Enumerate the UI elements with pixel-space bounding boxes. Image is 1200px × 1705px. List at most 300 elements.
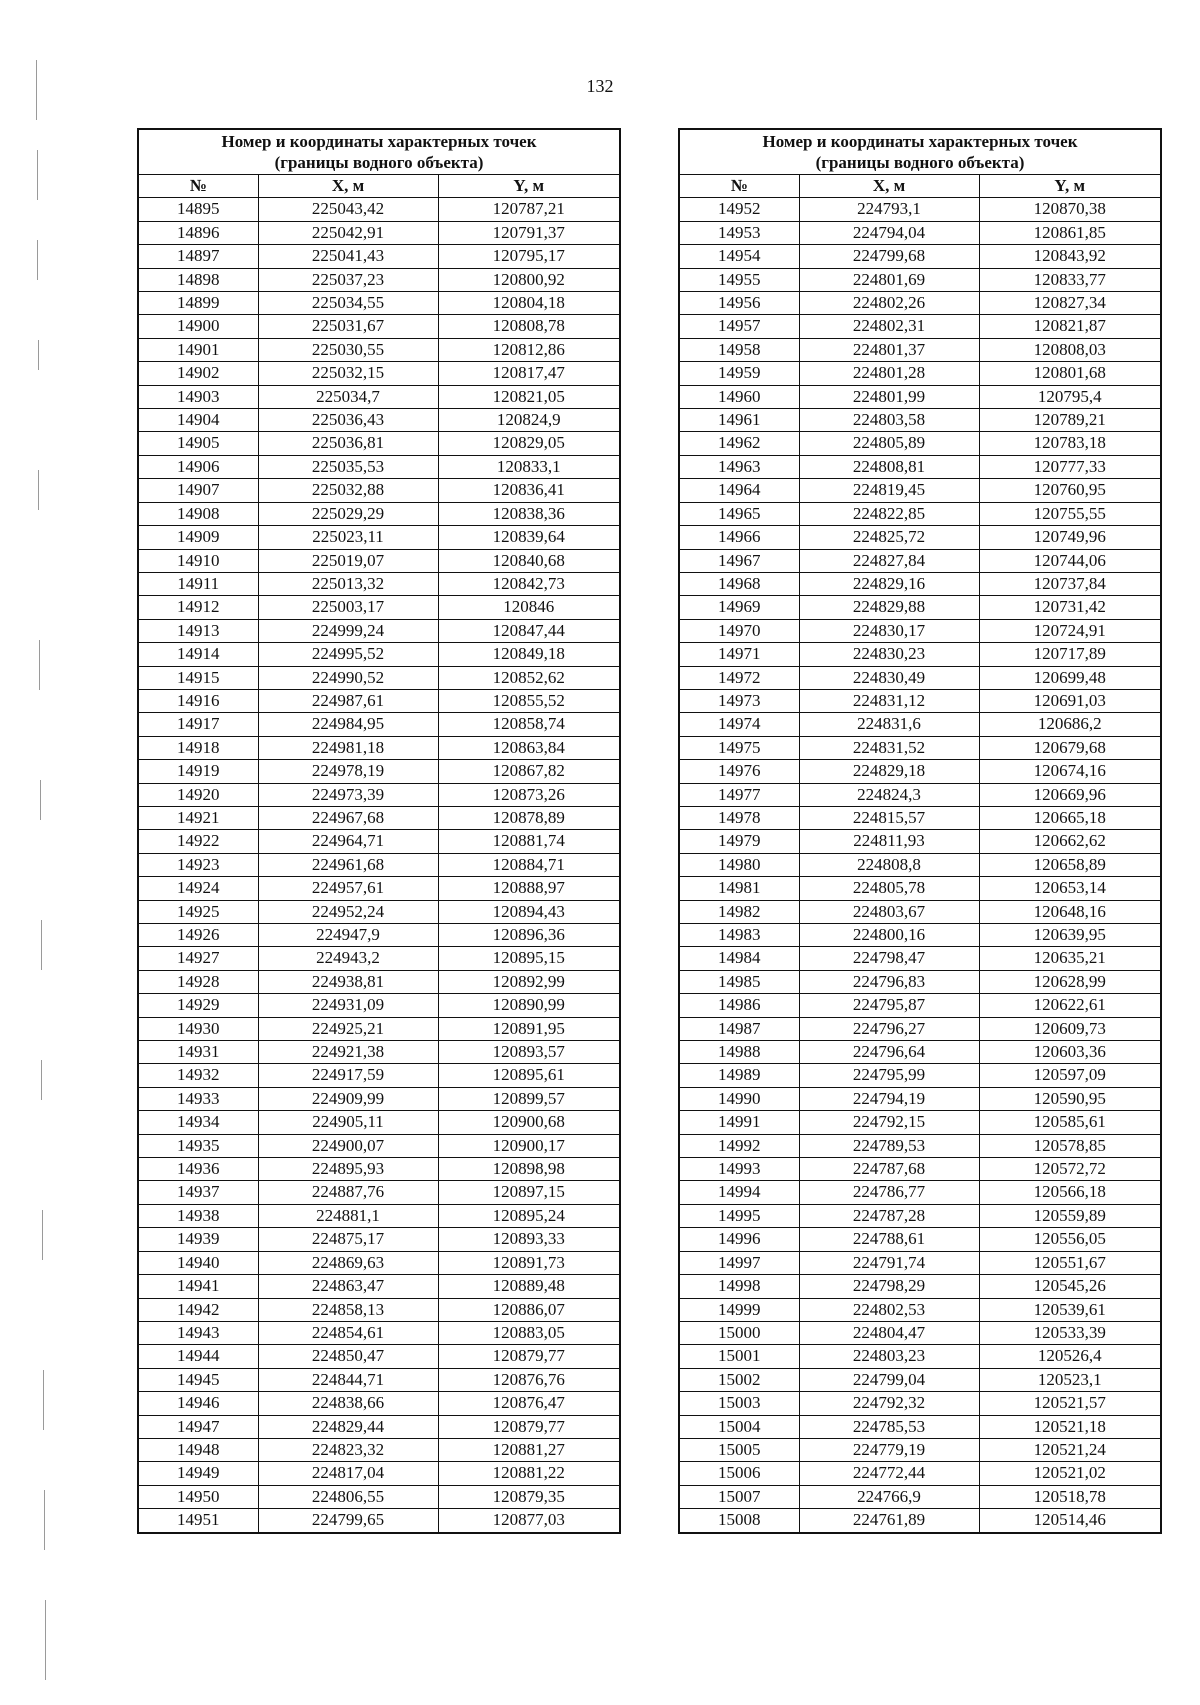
x-coordinate-cell: 225019,07 bbox=[258, 549, 438, 572]
y-coordinate-cell: 120665,18 bbox=[979, 806, 1161, 829]
point-number-cell: 14991 bbox=[679, 1111, 799, 1134]
y-coordinate-cell: 120896,36 bbox=[438, 924, 620, 947]
table-row bbox=[679, 1298, 1161, 1321]
x-coordinate-cell: 224801,37 bbox=[799, 338, 979, 361]
y-coordinate-cell: 120622,61 bbox=[979, 994, 1161, 1017]
point-number-cell: 14968 bbox=[679, 572, 799, 595]
table-row bbox=[138, 806, 620, 829]
point-number-cell: 14904 bbox=[138, 409, 258, 432]
table-row bbox=[138, 1064, 620, 1087]
x-coordinate-cell: 224900,07 bbox=[258, 1134, 438, 1157]
point-number-cell: 14979 bbox=[679, 830, 799, 853]
scan-edge-line bbox=[37, 240, 38, 280]
y-coordinate-cell: 120895,24 bbox=[438, 1204, 620, 1227]
table-row bbox=[138, 1462, 620, 1485]
point-number-cell: 14943 bbox=[138, 1321, 258, 1344]
point-number-cell: 14960 bbox=[679, 385, 799, 408]
x-coordinate-cell: 224799,68 bbox=[799, 245, 979, 268]
table-row bbox=[679, 1017, 1161, 1040]
x-coordinate-cell: 225041,43 bbox=[258, 245, 438, 268]
x-coordinate-cell: 224808,8 bbox=[799, 853, 979, 876]
point-number-cell: 15000 bbox=[679, 1321, 799, 1344]
point-number-cell: 14989 bbox=[679, 1064, 799, 1087]
x-coordinate-cell: 224796,83 bbox=[799, 970, 979, 993]
table-row bbox=[679, 806, 1161, 829]
table-row bbox=[679, 1228, 1161, 1251]
table-row bbox=[138, 502, 620, 525]
table-row bbox=[679, 713, 1161, 736]
point-number-cell: 14912 bbox=[138, 596, 258, 619]
point-number-cell: 14983 bbox=[679, 924, 799, 947]
scan-edge-line bbox=[45, 1600, 46, 1680]
x-coordinate-cell: 224802,31 bbox=[799, 315, 979, 338]
y-coordinate-cell: 120679,68 bbox=[979, 736, 1161, 759]
table-row bbox=[679, 877, 1161, 900]
x-coordinate-cell: 225042,91 bbox=[258, 221, 438, 244]
table-row bbox=[679, 1111, 1161, 1134]
point-number-cell: 14949 bbox=[138, 1462, 258, 1485]
table-row bbox=[138, 1158, 620, 1181]
point-number-cell: 14939 bbox=[138, 1228, 258, 1251]
table-row bbox=[679, 900, 1161, 923]
point-number-cell: 14947 bbox=[138, 1415, 258, 1438]
x-coordinate-cell: 224819,45 bbox=[799, 479, 979, 502]
scan-edge-line bbox=[38, 340, 39, 370]
y-coordinate-cell: 120572,72 bbox=[979, 1158, 1161, 1181]
x-coordinate-cell: 224815,57 bbox=[799, 806, 979, 829]
column-header-x: X, м bbox=[799, 175, 979, 198]
point-number-cell: 14975 bbox=[679, 736, 799, 759]
point-number-cell: 14956 bbox=[679, 292, 799, 315]
y-coordinate-cell: 120824,9 bbox=[438, 409, 620, 432]
y-coordinate-cell: 120873,26 bbox=[438, 783, 620, 806]
table-row bbox=[138, 1041, 620, 1064]
x-coordinate-cell: 224808,81 bbox=[799, 455, 979, 478]
table-row bbox=[138, 596, 620, 619]
table-row bbox=[679, 924, 1161, 947]
table-row bbox=[138, 1345, 620, 1368]
point-number-cell: 14900 bbox=[138, 315, 258, 338]
table-row bbox=[138, 1251, 620, 1274]
y-coordinate-cell: 120755,55 bbox=[979, 502, 1161, 525]
point-number-cell: 14897 bbox=[138, 245, 258, 268]
table-row bbox=[138, 1509, 620, 1533]
table-row bbox=[679, 409, 1161, 432]
y-coordinate-cell: 120888,97 bbox=[438, 877, 620, 900]
point-number-cell: 14965 bbox=[679, 502, 799, 525]
y-coordinate-cell: 120833,1 bbox=[438, 455, 620, 478]
x-coordinate-cell: 224990,52 bbox=[258, 666, 438, 689]
table-title-line1: Номер и координаты характерных точек bbox=[221, 132, 537, 151]
y-coordinate-cell: 120892,99 bbox=[438, 970, 620, 993]
x-coordinate-cell: 224796,27 bbox=[799, 1017, 979, 1040]
table-row bbox=[138, 479, 620, 502]
point-number-cell: 14977 bbox=[679, 783, 799, 806]
point-number-cell: 14961 bbox=[679, 409, 799, 432]
x-coordinate-cell: 224772,44 bbox=[799, 1462, 979, 1485]
x-coordinate-cell: 224802,53 bbox=[799, 1298, 979, 1321]
y-coordinate-cell: 120724,91 bbox=[979, 619, 1161, 642]
point-number-cell: 14998 bbox=[679, 1275, 799, 1298]
point-number-cell: 14913 bbox=[138, 619, 258, 642]
table-row bbox=[138, 666, 620, 689]
y-coordinate-cell: 120804,18 bbox=[438, 292, 620, 315]
x-coordinate-cell: 225034,55 bbox=[258, 292, 438, 315]
table-row bbox=[679, 689, 1161, 712]
x-coordinate-cell: 224831,12 bbox=[799, 689, 979, 712]
table-row bbox=[138, 900, 620, 923]
y-coordinate-cell: 120863,84 bbox=[438, 736, 620, 759]
table-row bbox=[138, 1298, 620, 1321]
point-number-cell: 14906 bbox=[138, 455, 258, 478]
point-number-cell: 14999 bbox=[679, 1298, 799, 1321]
point-number-cell: 15008 bbox=[679, 1509, 799, 1533]
y-coordinate-cell: 120578,85 bbox=[979, 1134, 1161, 1157]
point-number-cell: 14994 bbox=[679, 1181, 799, 1204]
point-number-cell: 14955 bbox=[679, 268, 799, 291]
x-coordinate-cell: 224921,38 bbox=[258, 1041, 438, 1064]
table-row bbox=[679, 783, 1161, 806]
x-coordinate-cell: 224830,49 bbox=[799, 666, 979, 689]
table-row bbox=[138, 689, 620, 712]
point-number-cell: 14915 bbox=[138, 666, 258, 689]
point-number-cell: 15007 bbox=[679, 1485, 799, 1508]
y-coordinate-cell: 120808,78 bbox=[438, 315, 620, 338]
x-coordinate-cell: 224869,63 bbox=[258, 1251, 438, 1274]
scan-edge-line bbox=[37, 150, 38, 200]
table-row bbox=[679, 268, 1161, 291]
y-coordinate-cell: 120662,62 bbox=[979, 830, 1161, 853]
x-coordinate-cell: 224792,32 bbox=[799, 1392, 979, 1415]
table-title-line2: (границы водного объекта) bbox=[274, 153, 484, 172]
x-coordinate-cell: 224987,61 bbox=[258, 689, 438, 712]
point-number-cell: 14946 bbox=[138, 1392, 258, 1415]
y-coordinate-cell: 120883,05 bbox=[438, 1321, 620, 1344]
point-number-cell: 14903 bbox=[138, 385, 258, 408]
x-coordinate-cell: 224917,59 bbox=[258, 1064, 438, 1087]
x-coordinate-cell: 224787,28 bbox=[799, 1204, 979, 1227]
y-coordinate-cell: 120523,1 bbox=[979, 1368, 1161, 1391]
table-row bbox=[138, 643, 620, 666]
y-coordinate-cell: 120876,47 bbox=[438, 1392, 620, 1415]
point-number-cell: 15006 bbox=[679, 1462, 799, 1485]
point-number-cell: 14996 bbox=[679, 1228, 799, 1251]
y-coordinate-cell: 120894,43 bbox=[438, 900, 620, 923]
x-coordinate-cell: 224787,68 bbox=[799, 1158, 979, 1181]
y-coordinate-cell: 120881,22 bbox=[438, 1462, 620, 1485]
x-coordinate-cell: 224798,47 bbox=[799, 947, 979, 970]
x-coordinate-cell: 224887,76 bbox=[258, 1181, 438, 1204]
x-coordinate-cell: 224905,11 bbox=[258, 1111, 438, 1134]
point-number-cell: 14905 bbox=[138, 432, 258, 455]
y-coordinate-cell: 120603,36 bbox=[979, 1041, 1161, 1064]
x-coordinate-cell: 225037,23 bbox=[258, 268, 438, 291]
table-row bbox=[679, 1041, 1161, 1064]
x-coordinate-cell: 224830,17 bbox=[799, 619, 979, 642]
x-coordinate-cell: 224789,53 bbox=[799, 1134, 979, 1157]
table-row bbox=[138, 1392, 620, 1415]
coordinates-table-right bbox=[678, 128, 1160, 1534]
x-coordinate-cell: 224799,65 bbox=[258, 1509, 438, 1533]
x-coordinate-cell: 224831,6 bbox=[799, 713, 979, 736]
x-coordinate-cell: 224999,24 bbox=[258, 619, 438, 642]
y-coordinate-cell: 120521,24 bbox=[979, 1438, 1161, 1461]
x-coordinate-cell: 224795,99 bbox=[799, 1064, 979, 1087]
x-coordinate-cell: 224803,58 bbox=[799, 409, 979, 432]
table-row bbox=[679, 1485, 1161, 1508]
x-coordinate-cell: 225043,42 bbox=[258, 198, 438, 221]
point-number-cell: 14910 bbox=[138, 549, 258, 572]
y-coordinate-cell: 120870,38 bbox=[979, 198, 1161, 221]
x-coordinate-cell: 225032,15 bbox=[258, 362, 438, 385]
table-row bbox=[138, 830, 620, 853]
y-coordinate-cell: 120585,61 bbox=[979, 1111, 1161, 1134]
point-number-cell: 14992 bbox=[679, 1134, 799, 1157]
x-coordinate-cell: 225023,11 bbox=[258, 526, 438, 549]
y-coordinate-cell: 120838,36 bbox=[438, 502, 620, 525]
table-body bbox=[679, 198, 1161, 1533]
table-row bbox=[138, 1485, 620, 1508]
y-coordinate-cell: 120886,07 bbox=[438, 1298, 620, 1321]
point-number-cell: 14926 bbox=[138, 924, 258, 947]
scan-edge-line bbox=[43, 1370, 44, 1430]
y-coordinate-cell: 120833,77 bbox=[979, 268, 1161, 291]
y-coordinate-cell: 120847,44 bbox=[438, 619, 620, 642]
table-row bbox=[679, 1345, 1161, 1368]
point-number-cell: 14951 bbox=[138, 1509, 258, 1533]
table-row bbox=[679, 432, 1161, 455]
table-row bbox=[679, 221, 1161, 244]
x-coordinate-cell: 225003,17 bbox=[258, 596, 438, 619]
table-row bbox=[679, 994, 1161, 1017]
x-coordinate-cell: 224803,23 bbox=[799, 1345, 979, 1368]
y-coordinate-cell: 120545,26 bbox=[979, 1275, 1161, 1298]
point-number-cell: 14930 bbox=[138, 1017, 258, 1040]
y-coordinate-cell: 120686,2 bbox=[979, 713, 1161, 736]
y-coordinate-cell: 120551,67 bbox=[979, 1251, 1161, 1274]
column-header-y: Y, м bbox=[438, 175, 620, 198]
point-number-cell: 14953 bbox=[679, 221, 799, 244]
table-row bbox=[679, 1275, 1161, 1298]
point-number-cell: 14952 bbox=[679, 198, 799, 221]
x-coordinate-cell: 224801,69 bbox=[799, 268, 979, 291]
y-coordinate-cell: 120699,48 bbox=[979, 666, 1161, 689]
y-coordinate-cell: 120881,27 bbox=[438, 1438, 620, 1461]
point-number-cell: 14963 bbox=[679, 455, 799, 478]
x-coordinate-cell: 224803,67 bbox=[799, 900, 979, 923]
table-row bbox=[138, 385, 620, 408]
table-row bbox=[679, 1064, 1161, 1087]
point-number-cell: 14927 bbox=[138, 947, 258, 970]
y-coordinate-cell: 120884,71 bbox=[438, 853, 620, 876]
y-coordinate-cell: 120791,37 bbox=[438, 221, 620, 244]
x-coordinate-cell: 224881,1 bbox=[258, 1204, 438, 1227]
x-coordinate-cell: 224938,81 bbox=[258, 970, 438, 993]
y-coordinate-cell: 120895,61 bbox=[438, 1064, 620, 1087]
table-row bbox=[138, 245, 620, 268]
point-number-cell: 14973 bbox=[679, 689, 799, 712]
point-number-cell: 14976 bbox=[679, 760, 799, 783]
y-coordinate-cell: 120744,06 bbox=[979, 549, 1161, 572]
point-number-cell: 14995 bbox=[679, 1204, 799, 1227]
table-row bbox=[679, 970, 1161, 993]
point-number-cell: 15002 bbox=[679, 1368, 799, 1391]
table-row bbox=[679, 338, 1161, 361]
table-title bbox=[679, 129, 1161, 175]
table-row bbox=[138, 1228, 620, 1251]
y-coordinate-cell: 120829,05 bbox=[438, 432, 620, 455]
x-coordinate-cell: 224895,93 bbox=[258, 1158, 438, 1181]
y-coordinate-cell: 120609,73 bbox=[979, 1017, 1161, 1040]
point-number-cell: 14985 bbox=[679, 970, 799, 993]
table-row bbox=[138, 853, 620, 876]
point-number-cell: 14931 bbox=[138, 1041, 258, 1064]
table-row bbox=[138, 409, 620, 432]
x-coordinate-cell: 224793,1 bbox=[799, 198, 979, 221]
table-row bbox=[138, 1321, 620, 1344]
point-number-cell: 14938 bbox=[138, 1204, 258, 1227]
table-row bbox=[138, 1017, 620, 1040]
table-title-line1: Номер и координаты характерных точек bbox=[762, 132, 1078, 151]
y-coordinate-cell: 120812,86 bbox=[438, 338, 620, 361]
x-coordinate-cell: 224943,2 bbox=[258, 947, 438, 970]
table-row bbox=[679, 736, 1161, 759]
y-coordinate-cell: 120840,68 bbox=[438, 549, 620, 572]
point-number-cell: 14934 bbox=[138, 1111, 258, 1134]
table-row bbox=[679, 596, 1161, 619]
table-row bbox=[679, 666, 1161, 689]
y-coordinate-cell: 120895,15 bbox=[438, 947, 620, 970]
table-row bbox=[679, 245, 1161, 268]
y-coordinate-cell: 120891,73 bbox=[438, 1251, 620, 1274]
table-row bbox=[138, 338, 620, 361]
table-row bbox=[138, 549, 620, 572]
table-row bbox=[138, 292, 620, 315]
table-row bbox=[138, 713, 620, 736]
x-coordinate-cell: 224817,04 bbox=[258, 1462, 438, 1485]
y-coordinate-cell: 120842,73 bbox=[438, 572, 620, 595]
table-row bbox=[138, 1111, 620, 1134]
point-number-cell: 14944 bbox=[138, 1345, 258, 1368]
point-number-cell: 14908 bbox=[138, 502, 258, 525]
point-number-cell: 14932 bbox=[138, 1064, 258, 1087]
y-coordinate-cell: 120849,18 bbox=[438, 643, 620, 666]
point-number-cell: 14941 bbox=[138, 1275, 258, 1298]
table-row bbox=[679, 643, 1161, 666]
scan-edge-line bbox=[42, 1210, 43, 1260]
x-coordinate-cell: 224947,9 bbox=[258, 924, 438, 947]
y-coordinate-cell: 120559,89 bbox=[979, 1204, 1161, 1227]
x-coordinate-cell: 225034,7 bbox=[258, 385, 438, 408]
table-row bbox=[679, 1181, 1161, 1204]
y-coordinate-cell: 120653,14 bbox=[979, 877, 1161, 900]
x-coordinate-cell: 224961,68 bbox=[258, 853, 438, 876]
table-row bbox=[679, 830, 1161, 853]
scan-edge-line bbox=[41, 920, 42, 970]
point-number-cell: 14969 bbox=[679, 596, 799, 619]
point-number-cell: 14925 bbox=[138, 900, 258, 923]
scan-edge-line bbox=[39, 640, 40, 690]
table-row bbox=[679, 853, 1161, 876]
x-coordinate-cell: 224875,17 bbox=[258, 1228, 438, 1251]
column-header-number: № bbox=[138, 175, 258, 198]
x-coordinate-cell: 224798,29 bbox=[799, 1275, 979, 1298]
y-coordinate-cell: 120817,47 bbox=[438, 362, 620, 385]
table-row bbox=[138, 619, 620, 642]
table-row bbox=[138, 268, 620, 291]
x-coordinate-cell: 224981,18 bbox=[258, 736, 438, 759]
point-number-cell: 14920 bbox=[138, 783, 258, 806]
y-coordinate-cell: 120760,95 bbox=[979, 479, 1161, 502]
y-coordinate-cell: 120590,95 bbox=[979, 1087, 1161, 1110]
table-body bbox=[138, 198, 620, 1533]
x-coordinate-cell: 224761,89 bbox=[799, 1509, 979, 1533]
point-number-cell: 14967 bbox=[679, 549, 799, 572]
point-number-cell: 14962 bbox=[679, 432, 799, 455]
point-number-cell: 14942 bbox=[138, 1298, 258, 1321]
x-coordinate-cell: 224796,64 bbox=[799, 1041, 979, 1064]
table-row bbox=[679, 292, 1161, 315]
y-coordinate-cell: 120749,96 bbox=[979, 526, 1161, 549]
point-number-cell: 14993 bbox=[679, 1158, 799, 1181]
table-row bbox=[138, 1275, 620, 1298]
table-row bbox=[679, 479, 1161, 502]
x-coordinate-cell: 224799,04 bbox=[799, 1368, 979, 1391]
x-coordinate-cell: 224863,47 bbox=[258, 1275, 438, 1298]
table-title-line2: (границы водного объекта) bbox=[815, 153, 1025, 172]
table-row bbox=[679, 1368, 1161, 1391]
x-coordinate-cell: 224788,61 bbox=[799, 1228, 979, 1251]
y-coordinate-cell: 120521,02 bbox=[979, 1462, 1161, 1485]
y-coordinate-cell: 120658,89 bbox=[979, 853, 1161, 876]
point-number-cell: 14945 bbox=[138, 1368, 258, 1391]
x-coordinate-cell: 224844,71 bbox=[258, 1368, 438, 1391]
x-coordinate-cell: 224811,93 bbox=[799, 830, 979, 853]
table-row bbox=[138, 783, 620, 806]
table-row bbox=[138, 1438, 620, 1461]
y-coordinate-cell: 120877,03 bbox=[438, 1509, 620, 1533]
point-number-cell: 14990 bbox=[679, 1087, 799, 1110]
y-coordinate-cell: 120518,78 bbox=[979, 1485, 1161, 1508]
point-number-cell: 14935 bbox=[138, 1134, 258, 1157]
x-coordinate-cell: 224806,55 bbox=[258, 1485, 438, 1508]
point-number-cell: 14918 bbox=[138, 736, 258, 759]
y-coordinate-cell: 120879,77 bbox=[438, 1415, 620, 1438]
x-coordinate-cell: 224829,18 bbox=[799, 760, 979, 783]
y-coordinate-cell: 120731,42 bbox=[979, 596, 1161, 619]
table-row bbox=[679, 1321, 1161, 1344]
point-number-cell: 14899 bbox=[138, 292, 258, 315]
point-number-cell: 14907 bbox=[138, 479, 258, 502]
x-coordinate-cell: 224973,39 bbox=[258, 783, 438, 806]
point-number-cell: 14924 bbox=[138, 877, 258, 900]
point-number-cell: 14954 bbox=[679, 245, 799, 268]
x-coordinate-cell: 224802,26 bbox=[799, 292, 979, 315]
point-number-cell: 14936 bbox=[138, 1158, 258, 1181]
x-coordinate-cell: 224766,9 bbox=[799, 1485, 979, 1508]
y-coordinate-cell: 120795,17 bbox=[438, 245, 620, 268]
x-coordinate-cell: 224967,68 bbox=[258, 806, 438, 829]
y-coordinate-cell: 120879,77 bbox=[438, 1345, 620, 1368]
y-coordinate-cell: 120876,76 bbox=[438, 1368, 620, 1391]
x-coordinate-cell: 224792,15 bbox=[799, 1111, 979, 1134]
table-row bbox=[679, 619, 1161, 642]
table-row bbox=[138, 1087, 620, 1110]
x-coordinate-cell: 224850,47 bbox=[258, 1345, 438, 1368]
x-coordinate-cell: 225030,55 bbox=[258, 338, 438, 361]
coordinates-table-left bbox=[137, 128, 619, 1534]
scan-edge-line bbox=[38, 470, 39, 510]
